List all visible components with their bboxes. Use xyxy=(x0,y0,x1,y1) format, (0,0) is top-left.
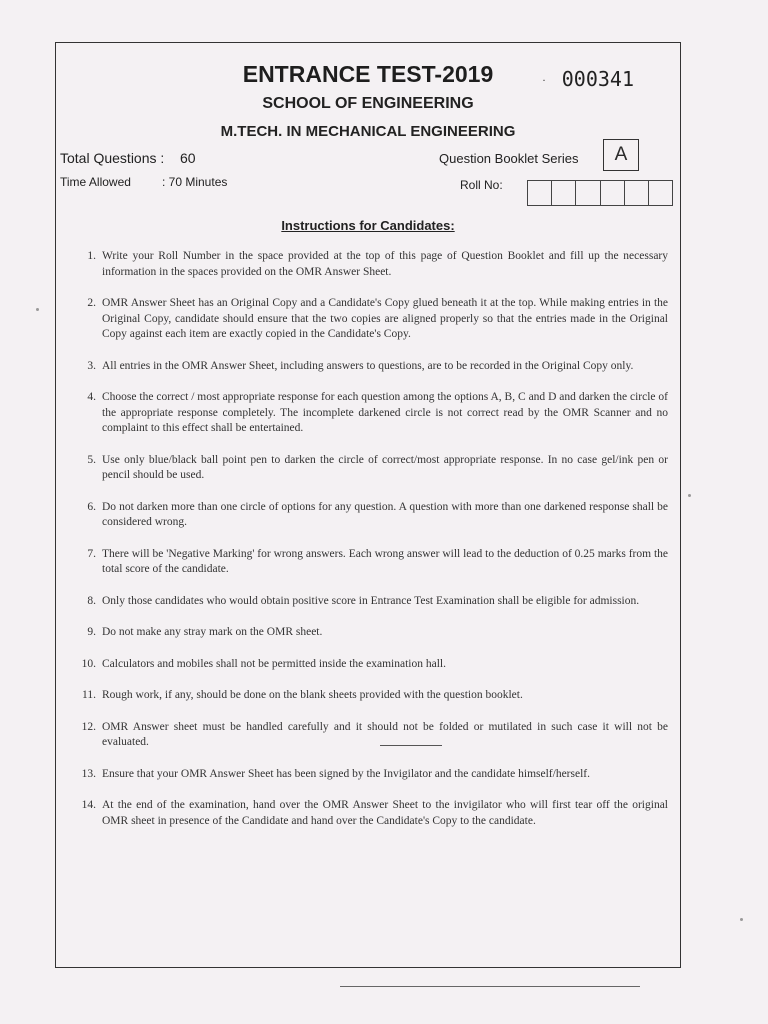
roll-cell[interactable] xyxy=(528,181,552,205)
booklet-serial-number: 000341 xyxy=(561,67,634,91)
instruction-item xyxy=(68,594,668,610)
instruction-text: There will be 'Negative Marking' for wrong answers. Each wrong answer will lead to the deduction of 0.25 marks from the total score of the candidate. xyxy=(102,547,668,575)
paper-speck xyxy=(36,308,39,311)
instruction-item xyxy=(68,390,668,437)
roll-cell[interactable] xyxy=(552,181,576,205)
instruction-text: All entries in the OMR Answer Sheet, including answers to questions, are to be recorded in the Original Copy only. xyxy=(102,359,634,372)
instruction-number: 3. xyxy=(87,359,96,372)
instruction-text: Do not make any stray mark on the OMR sheet. xyxy=(102,626,323,638)
instruction-item xyxy=(68,249,668,280)
instruction-number: 2. xyxy=(87,297,96,309)
instruction-number: 7. xyxy=(87,547,96,560)
booklet-cover-frame xyxy=(55,42,681,968)
booklet-series-label: Question Booklet Series xyxy=(439,151,579,166)
total-questions-value: 60 xyxy=(180,150,196,166)
instruction-text: Only those candidates who would obtain positive score in Entrance Test Examination shall be eligible for admission. xyxy=(102,594,640,607)
instruction-item xyxy=(68,547,668,578)
roll-no-label: Roll No: xyxy=(460,178,503,192)
instruction-text: At the end of the examination, hand over the OMR Answer Sheet to the invigilator who will first tear off the original OMR sheet in presence of the Candidate and hand over the Candidate's Copy to the candidate. xyxy=(102,799,668,827)
paper-speck xyxy=(740,918,743,921)
paper-speck xyxy=(688,494,691,497)
instruction-item xyxy=(68,720,668,751)
instruction-item xyxy=(68,688,668,704)
time-allowed-value: : 70 Minutes xyxy=(162,175,228,189)
roll-cell[interactable] xyxy=(601,181,625,205)
roll-cell[interactable] xyxy=(576,181,600,205)
instruction-item xyxy=(68,798,668,829)
instruction-text: Write your Roll Number in the space provided at the top of this page of Question Booklet and fill up the necessary information in the spaces provided on the OMR Answer Sheet. xyxy=(102,250,668,278)
instruction-item xyxy=(68,500,668,531)
instructions-heading: Instructions for Candidates: xyxy=(281,218,455,233)
serial-dot: · xyxy=(542,73,546,87)
exam-title: ENTRANCE TEST-2019 xyxy=(242,61,494,87)
roll-cell[interactable] xyxy=(649,181,672,205)
school-name: SCHOOL OF ENGINEERING xyxy=(262,95,474,112)
instruction-number: 11. xyxy=(82,689,96,701)
instruction-text: Calculators and mobiles shall not be permitted inside the examination hall. xyxy=(102,657,446,670)
booklet-series-box: A xyxy=(603,139,639,171)
instruction-item xyxy=(68,625,668,641)
instruction-number: 10. xyxy=(81,657,96,670)
instruction-item xyxy=(68,767,668,783)
instruction-text: OMR Answer sheet must be handled carefully and it should not be folded or mutilated in such case it will not be evaluated. xyxy=(102,720,668,748)
stray-pen-line xyxy=(380,745,442,746)
instruction-number: 14. xyxy=(81,799,96,811)
instruction-number: 13. xyxy=(81,767,96,780)
instruction-text: Ensure that your OMR Answer Sheet has been signed by the Invigilator and the candidate himself/herself. xyxy=(102,767,590,780)
instruction-number: 1. xyxy=(87,250,96,262)
instruction-number: 4. xyxy=(87,391,96,403)
instruction-number: 6. xyxy=(87,500,96,513)
instruction-text: Do not darken more than one circle of options for any question. A question with more than one darkened response shall be considered wrong. xyxy=(102,500,668,528)
instruction-item xyxy=(68,453,668,484)
instruction-text: Choose the correct / most appropriate response for each question among the options A, B, C and D and darken the circle of the appropriate response completely. The incomplete darkened circle is not correct read by the OMR Scanner and no complaint to this effect shall be entertained. xyxy=(102,391,668,434)
program-name: M.TECH. IN MECHANICAL ENGINEERING xyxy=(220,123,516,140)
total-questions-label: Total Questions : xyxy=(60,150,165,166)
instruction-item xyxy=(68,296,668,343)
instruction-number: 8. xyxy=(87,594,96,607)
instruction-number: 5. xyxy=(87,453,96,466)
instruction-text: OMR Answer Sheet has an Original Copy and a Candidate's Copy glued beneath it at the top. While making entries in the Original Copy, candidate should ensure that the two copies are aligned properly so that the entries made in the Original Copy against each item are exactly copied in the Candidate's Copy. xyxy=(102,297,668,340)
instruction-item xyxy=(68,657,668,673)
instruction-number: 9. xyxy=(87,626,96,638)
instructions-list xyxy=(68,249,668,829)
time-allowed-label: Time Allowed xyxy=(60,175,131,189)
instruction-number: 12. xyxy=(81,720,96,733)
roll-cell[interactable] xyxy=(625,181,649,205)
instruction-item xyxy=(68,359,668,375)
instruction-text: Rough work, if any, should be done on the blank sheets provided with the question booklet. xyxy=(102,689,523,701)
roll-number-boxes[interactable] xyxy=(527,180,673,206)
instruction-text: Use only blue/black ball point pen to darken the circle of correct/most appropriate response. In no case gel/ink pen or pencil should be used. xyxy=(102,453,668,481)
bottom-rule xyxy=(340,986,640,987)
